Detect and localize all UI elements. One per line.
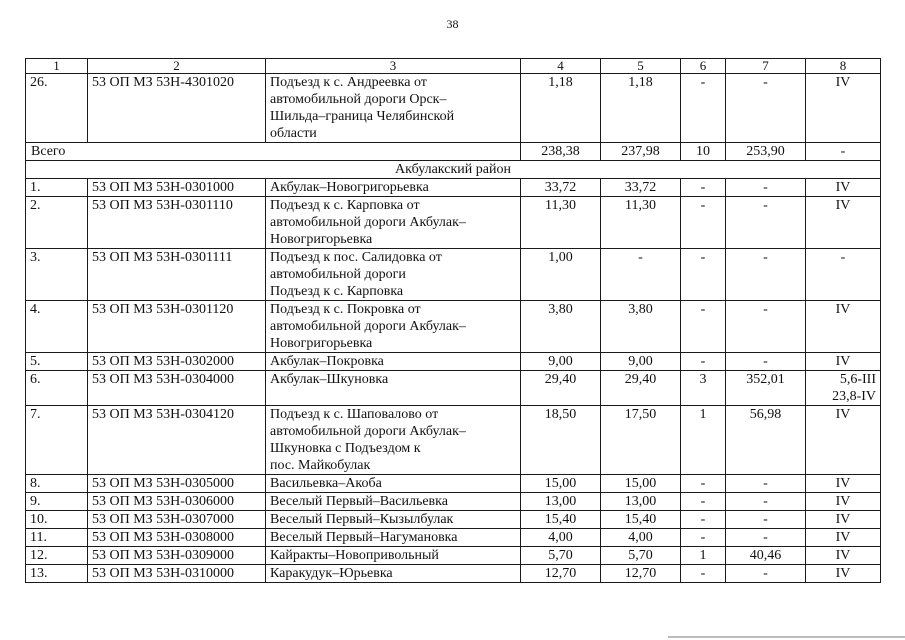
total-length: 238,38 bbox=[521, 143, 601, 161]
bridges-length: - bbox=[726, 353, 806, 371]
row-number: 3. bbox=[26, 249, 88, 301]
road-name-line: Веселый Первый–Васильевка bbox=[270, 494, 448, 509]
road-name-line: Шильда–граница Челябинской bbox=[270, 109, 455, 124]
row-number: 2. bbox=[26, 197, 88, 249]
table-row bbox=[26, 353, 881, 371]
bridges-count: - bbox=[681, 179, 726, 197]
length-paved: 5,70 bbox=[601, 547, 681, 565]
road-code: 53 ОП МЗ 53Н-0301111 bbox=[88, 249, 266, 301]
total-paved: 237,98 bbox=[601, 143, 681, 161]
bridges-length: - bbox=[726, 197, 806, 249]
road-category-line: IV bbox=[835, 494, 851, 509]
header-col-5: 5 bbox=[601, 59, 681, 74]
total-row bbox=[26, 143, 881, 161]
bridges-count: - bbox=[681, 529, 726, 547]
bridges-count: - bbox=[681, 353, 726, 371]
header-col-7: 7 bbox=[726, 59, 806, 74]
road-name-line: автомобильной дороги Орск– bbox=[270, 92, 447, 107]
road-category bbox=[806, 529, 881, 547]
bridges-count: - bbox=[681, 249, 726, 301]
bridges-length: - bbox=[726, 529, 806, 547]
road-name bbox=[266, 475, 521, 493]
bridges-length: - bbox=[726, 301, 806, 353]
row-number: 6. bbox=[26, 371, 88, 406]
road-name bbox=[266, 565, 521, 583]
table-row bbox=[26, 179, 881, 197]
road-name-line: Веселый Первый–Кызылбулак bbox=[270, 512, 454, 527]
row-number: 12. bbox=[26, 547, 88, 565]
length-total: 12,70 bbox=[521, 565, 601, 583]
road-code: 53 ОП МЗ 53Н-0301000 bbox=[88, 179, 266, 197]
road-name-line: автомобильной дороги Акбулак– bbox=[270, 319, 466, 334]
road-category bbox=[806, 197, 881, 249]
header-col-4: 4 bbox=[521, 59, 601, 74]
bridges-count: - bbox=[681, 493, 726, 511]
table-row bbox=[26, 529, 881, 547]
road-category-line: IV bbox=[835, 476, 851, 491]
row-number: 7. bbox=[26, 406, 88, 475]
total-label: Всего bbox=[26, 143, 521, 161]
road-category bbox=[806, 74, 881, 143]
header-row bbox=[26, 59, 881, 74]
header-col-6: 6 bbox=[681, 59, 726, 74]
road-code: 53 ОП МЗ 53Н-0301110 bbox=[88, 197, 266, 249]
road-name bbox=[266, 371, 521, 406]
bridges-count: 1 bbox=[681, 406, 726, 475]
road-category-line: IV bbox=[835, 198, 851, 213]
row-number: 10. bbox=[26, 511, 88, 529]
road-code: 53 ОП МЗ 53Н-0301120 bbox=[88, 301, 266, 353]
road-category-line: IV bbox=[835, 75, 851, 90]
header-col-3: 3 bbox=[266, 59, 521, 74]
road-category bbox=[806, 353, 881, 371]
bridges-length: 352,01 bbox=[726, 371, 806, 406]
road-name-line: автомобильной дороги Акбулак– bbox=[270, 424, 466, 439]
road-name-line: Веселый Первый–Нагумановка bbox=[270, 530, 458, 545]
road-category-line: IV bbox=[835, 407, 851, 422]
row-number: 26. bbox=[26, 74, 88, 143]
bridges-count: - bbox=[681, 511, 726, 529]
page-number: 38 bbox=[446, 17, 459, 31]
road-name-line: Подъезд к с. Андреевка от bbox=[270, 75, 427, 90]
road-name bbox=[266, 493, 521, 511]
bridges-length: - bbox=[726, 74, 806, 143]
length-paved: 15,40 bbox=[601, 511, 681, 529]
road-category bbox=[806, 493, 881, 511]
bridges-length: 56,98 bbox=[726, 406, 806, 475]
road-code: 53 ОП МЗ 53Н-0302000 bbox=[88, 353, 266, 371]
bridges-length: - bbox=[726, 475, 806, 493]
road-code: 53 ОП МЗ 53Н-0309000 bbox=[88, 547, 266, 565]
length-total: 3,80 bbox=[521, 301, 601, 353]
scan-edge-line bbox=[668, 636, 905, 638]
road-name bbox=[266, 406, 521, 475]
length-total: 15,40 bbox=[521, 511, 601, 529]
road-name-line: Новогригорьевка bbox=[270, 336, 373, 351]
road-name bbox=[266, 353, 521, 371]
length-paved: 33,72 bbox=[601, 179, 681, 197]
bridges-count: 1 bbox=[681, 547, 726, 565]
length-total: 33,72 bbox=[521, 179, 601, 197]
road-category-line: IV bbox=[835, 354, 851, 369]
road-code: 53 ОП МЗ 53Н-0305000 bbox=[88, 475, 266, 493]
length-total: 18,50 bbox=[521, 406, 601, 475]
table-row bbox=[26, 475, 881, 493]
road-category bbox=[806, 406, 881, 475]
road-code: 53 ОП МЗ 53Н-0308000 bbox=[88, 529, 266, 547]
road-code: 53 ОП МЗ 53Н-0304000 bbox=[88, 371, 266, 406]
table-row bbox=[26, 301, 881, 353]
table-row bbox=[26, 565, 881, 583]
road-name-line: пос. Майкобулак bbox=[270, 458, 371, 473]
length-paved: - bbox=[601, 249, 681, 301]
road-name bbox=[266, 301, 521, 353]
length-total: 1,00 bbox=[521, 249, 601, 301]
table-row bbox=[26, 249, 881, 301]
header-col-1: 1 bbox=[26, 59, 88, 74]
length-total: 9,00 bbox=[521, 353, 601, 371]
length-paved: 11,30 bbox=[601, 197, 681, 249]
bridges-count: - bbox=[681, 301, 726, 353]
bridges-length: - bbox=[726, 565, 806, 583]
length-paved: 17,50 bbox=[601, 406, 681, 475]
bridges-length: - bbox=[726, 493, 806, 511]
road-category-line: IV bbox=[835, 180, 851, 195]
road-name-line: Новогригорьевка bbox=[270, 232, 373, 247]
road-category-line: IV bbox=[835, 548, 851, 563]
road-category-line: IV bbox=[835, 530, 851, 545]
length-paved: 13,00 bbox=[601, 493, 681, 511]
total-bridges-length: 253,90 bbox=[726, 143, 806, 161]
road-name bbox=[266, 197, 521, 249]
road-category-line: - bbox=[840, 250, 846, 265]
total-category: - bbox=[806, 143, 881, 161]
road-name-line: Шкуновка с Подъездом к bbox=[270, 441, 421, 456]
road-name-line: Акбулак–Шкуновка bbox=[270, 372, 389, 387]
row-number: 9. bbox=[26, 493, 88, 511]
bridges-count: - bbox=[681, 475, 726, 493]
length-total: 4,00 bbox=[521, 529, 601, 547]
road-category-line: IV bbox=[835, 302, 851, 317]
length-total: 11,30 bbox=[521, 197, 601, 249]
road-code: 53 ОП МЗ 53Н-0306000 bbox=[88, 493, 266, 511]
road-category bbox=[806, 179, 881, 197]
table-row bbox=[26, 493, 881, 511]
road-name-line: автомобильной дороги Акбулак– bbox=[270, 215, 466, 230]
length-paved: 1,18 bbox=[601, 74, 681, 143]
road-name bbox=[266, 179, 521, 197]
bridges-count: - bbox=[681, 565, 726, 583]
road-category bbox=[806, 301, 881, 353]
header-col-2: 2 bbox=[88, 59, 266, 74]
road-code: 53 ОП МЗ 53Н-4301020 bbox=[88, 74, 266, 143]
road-category-line: IV bbox=[835, 566, 851, 581]
row-number: 8. bbox=[26, 475, 88, 493]
bridges-length: - bbox=[726, 511, 806, 529]
road-name-line: Акбулак–Покровка bbox=[270, 354, 384, 369]
length-paved: 3,80 bbox=[601, 301, 681, 353]
row-number: 4. bbox=[26, 301, 88, 353]
length-total: 1,18 bbox=[521, 74, 601, 143]
length-total: 5,70 bbox=[521, 547, 601, 565]
length-paved: 29,40 bbox=[601, 371, 681, 406]
road-name-line: Каракудук–Юрьевка bbox=[270, 566, 393, 581]
table-row bbox=[26, 74, 881, 143]
road-name-line: Васильевка–Акоба bbox=[270, 476, 382, 491]
road-category-line: IV bbox=[835, 512, 851, 527]
road-name bbox=[266, 547, 521, 565]
road-name-line: Кайракты–Новопривольный bbox=[270, 548, 439, 563]
row-number: 5. bbox=[26, 353, 88, 371]
bridges-length: - bbox=[726, 179, 806, 197]
road-category-line: 5,6-III bbox=[839, 372, 876, 387]
road-name-line: Подъезд к с. Карповка от bbox=[270, 198, 420, 213]
road-category bbox=[806, 511, 881, 529]
roads-table bbox=[25, 58, 881, 583]
table-row bbox=[26, 547, 881, 565]
road-name-line: Подъезд к пос. Салидовка от bbox=[270, 250, 442, 265]
table-row bbox=[26, 371, 881, 406]
section-title: Акбулакский район bbox=[26, 161, 881, 179]
road-name-line: Подъезд к с. Покровка от bbox=[270, 302, 421, 317]
bridges-length: 40,46 bbox=[726, 547, 806, 565]
road-category bbox=[806, 249, 881, 301]
bridges-count: 3 bbox=[681, 371, 726, 406]
bridges-length: - bbox=[726, 249, 806, 301]
road-name bbox=[266, 529, 521, 547]
road-code: 53 ОП МЗ 53Н-0304120 bbox=[88, 406, 266, 475]
road-name bbox=[266, 249, 521, 301]
row-number: 11. bbox=[26, 529, 88, 547]
length-paved: 12,70 bbox=[601, 565, 681, 583]
road-name-line: Подъезд к с. Карповка bbox=[270, 284, 404, 299]
table-row bbox=[26, 511, 881, 529]
bridges-count: - bbox=[681, 74, 726, 143]
length-total: 15,00 bbox=[521, 475, 601, 493]
road-category bbox=[806, 565, 881, 583]
road-name-line: автомобильной дороги bbox=[270, 267, 406, 282]
row-number: 1. bbox=[26, 179, 88, 197]
length-paved: 15,00 bbox=[601, 475, 681, 493]
road-category-line: 23,8-IV bbox=[832, 389, 876, 404]
table-row bbox=[26, 197, 881, 249]
length-total: 13,00 bbox=[521, 493, 601, 511]
row-number: 13. bbox=[26, 565, 88, 583]
section-row bbox=[26, 161, 881, 179]
road-name bbox=[266, 74, 521, 143]
road-code: 53 ОП МЗ 53Н-0307000 bbox=[88, 511, 266, 529]
road-category bbox=[806, 371, 881, 406]
road-category bbox=[806, 475, 881, 493]
road-name bbox=[266, 511, 521, 529]
length-paved: 4,00 bbox=[601, 529, 681, 547]
total-bridges-count: 10 bbox=[681, 143, 726, 161]
length-paved: 9,00 bbox=[601, 353, 681, 371]
bridges-count: - bbox=[681, 197, 726, 249]
header-col-8: 8 bbox=[806, 59, 881, 74]
table-row bbox=[26, 406, 881, 475]
road-name-line: области bbox=[270, 126, 317, 141]
road-code: 53 ОП МЗ 53Н-0310000 bbox=[88, 565, 266, 583]
road-name-line: Подъезд к с. Шаповалово от bbox=[270, 407, 439, 422]
road-name-line: Акбулак–Новогригорьевка bbox=[270, 180, 429, 195]
road-category bbox=[806, 547, 881, 565]
length-total: 29,40 bbox=[521, 371, 601, 406]
